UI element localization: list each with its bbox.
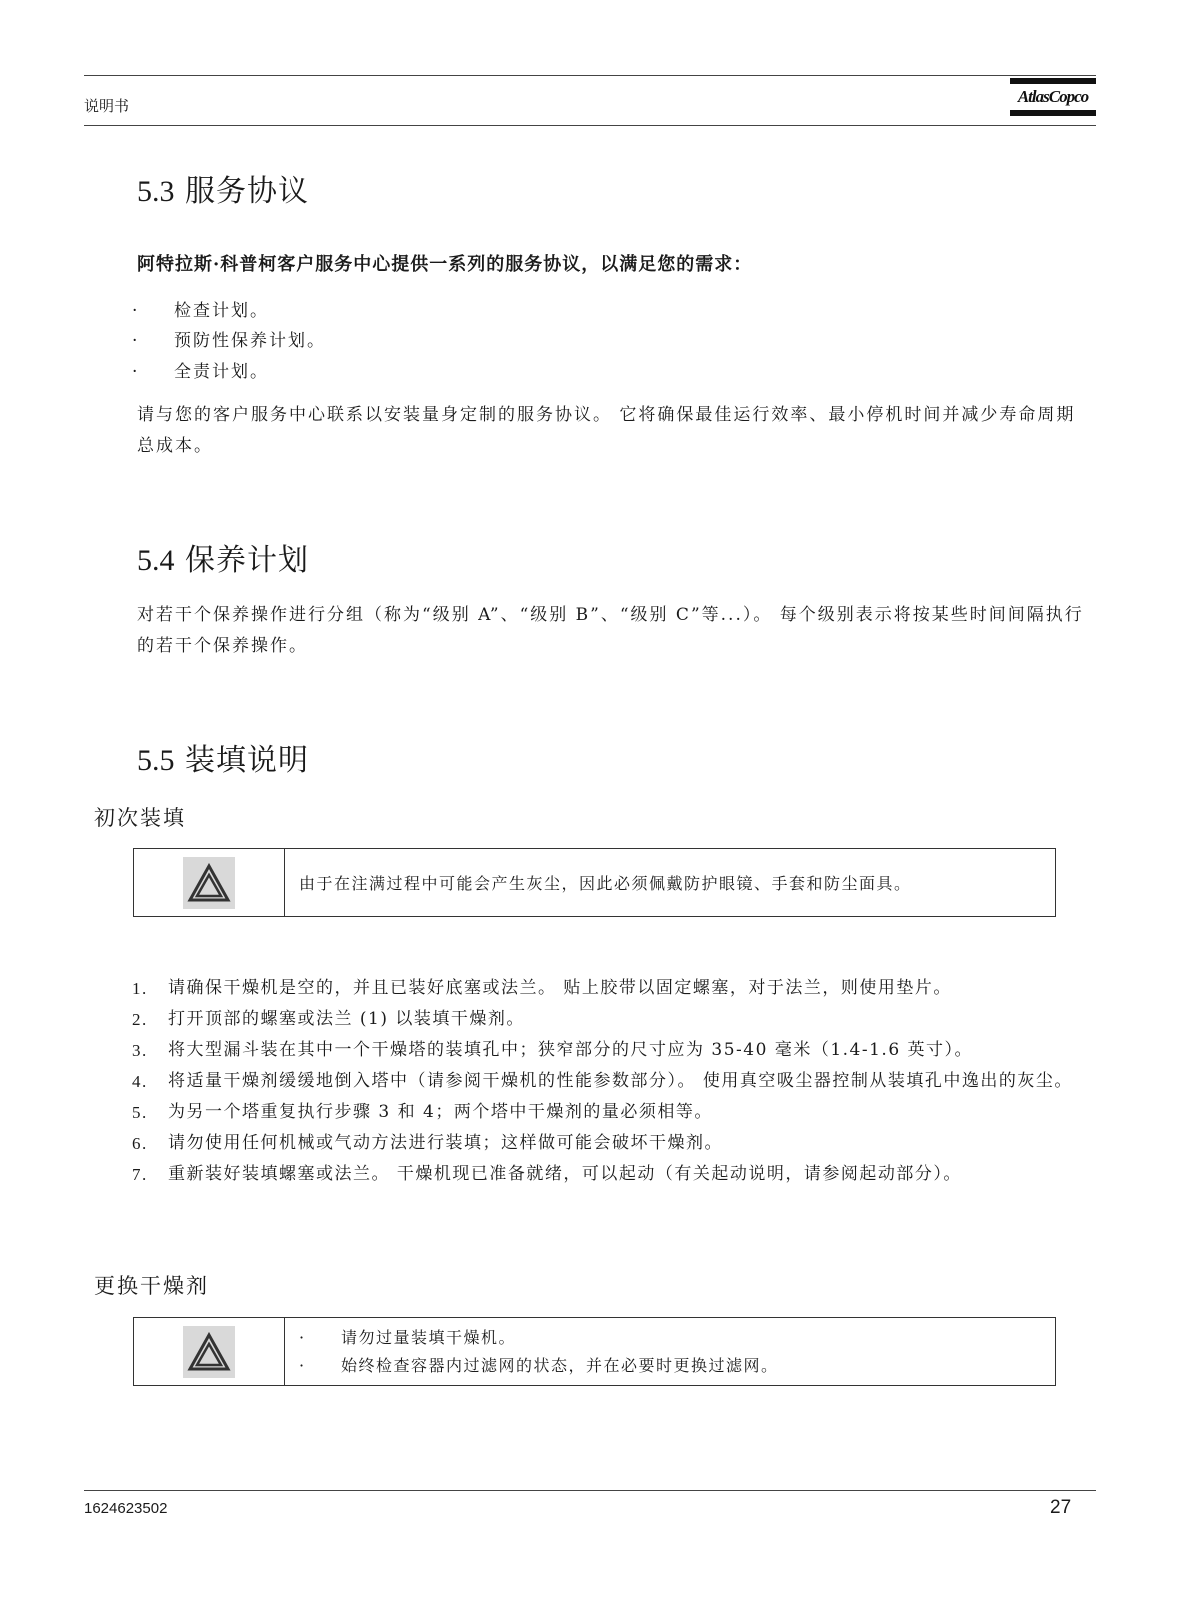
logo-bar-top — [1010, 78, 1096, 84]
list-item — [132, 1066, 1092, 1097]
section-5-3-heading — [137, 166, 309, 210]
warning-triangle-icon — [183, 857, 235, 909]
bullet-dot: · — [299, 1355, 306, 1375]
bullet-dot: · — [132, 362, 140, 382]
step-text: 请确保干燥机是空的，并且已装好底塞或法兰。 贴上胶带以固定螺塞，对于法兰，则使用垫片。 — [168, 978, 952, 998]
step-number: 3. — [132, 1041, 148, 1060]
list-item — [132, 1159, 1092, 1190]
warning-triangle-icon — [183, 1326, 235, 1378]
list-item — [132, 1097, 1092, 1128]
warning-bullet — [299, 1352, 1055, 1380]
warning-box-dust — [133, 848, 1056, 917]
step-text: 请勿使用任何机械或气动方法进行装填；这样做可能会破坏干燥剂。 — [168, 1133, 723, 1153]
bullet-item — [132, 296, 269, 321]
section-title: 装填说明 — [185, 743, 310, 778]
subheading-replace-desiccant: 更换干燥剂 — [94, 1274, 209, 1298]
list-item — [132, 1004, 1092, 1035]
bullet-dot: · — [299, 1327, 306, 1347]
maintenance-body: 对若干个保养操作进行分组（称为“级别 A”、“级别 B”、“级别 C”等...）。 每个级别表示将按某些时间间隔执行的若干个保养操作。 — [137, 605, 1084, 656]
bullet-item — [132, 326, 326, 351]
warning-text-cell — [285, 849, 1055, 916]
section-number: 5.3 — [137, 175, 175, 208]
list-item — [132, 1128, 1092, 1159]
atlas-copco-logo — [1010, 78, 1096, 116]
warning-text: 由于在注满过程中可能会产生灰尘，因此必须佩戴防护眼镜、手套和防尘面具。 — [299, 874, 912, 893]
warning-icon-cell — [134, 849, 285, 916]
bullet-text: 预防性保养计划。 — [174, 331, 326, 351]
logo-text: AtlasCopco — [1017, 87, 1089, 106]
section-number: 5.5 — [137, 744, 175, 777]
header-rule-bottom — [84, 125, 1096, 126]
section-title: 保养计划 — [185, 543, 310, 578]
bullet-dot: · — [132, 301, 140, 321]
step-number: 4. — [132, 1072, 148, 1091]
logo-bar-bottom — [1010, 110, 1096, 116]
page-number: 27 — [1050, 1497, 1072, 1518]
header-rule-top — [84, 75, 1096, 76]
bullet-dot: · — [132, 331, 140, 351]
footer-rule — [84, 1490, 1096, 1491]
step-text: 为另一个塔重复执行步骤 3 和 4；两个塔中干燥剂的量必须相等。 — [168, 1102, 713, 1122]
list-item — [132, 973, 1092, 1004]
warning-text: 始终检查容器内过滤网的状态，并在必要时更换过滤网。 — [341, 1355, 779, 1375]
header-title: 说明书 — [84, 97, 130, 115]
list-item — [132, 1035, 1092, 1066]
bullet-text: 检查计划。 — [174, 301, 269, 321]
bullet-item — [132, 357, 269, 382]
step-number: 6. — [132, 1134, 148, 1153]
section-5-5-heading — [137, 735, 309, 779]
section-5-4-heading — [137, 535, 309, 579]
document-number: 1624623502 — [84, 1500, 168, 1517]
section-title: 服务协议 — [185, 174, 310, 209]
step-number: 7. — [132, 1165, 148, 1184]
warning-bullet — [299, 1324, 1055, 1352]
service-intro: 阿特拉斯·科普柯客户服务中心提供一系列的服务协议，以满足您的需求： — [137, 254, 753, 275]
warning-text-cell — [285, 1318, 1055, 1385]
section-number: 5.4 — [137, 544, 175, 577]
step-text: 将适量干燥剂缓缓地倒入塔中（请参阅干燥机的性能参数部分）。 使用真空吸尘器控制从装填孔中逸出的灰尘。 — [168, 1071, 1073, 1091]
warning-box-overfill — [133, 1317, 1056, 1386]
subheading-initial-filling: 初次装填 — [94, 806, 186, 830]
bullet-text: 全责计划。 — [174, 362, 269, 382]
step-text: 将大型漏斗装在其中一个干燥塔的装填孔中；狭窄部分的尺寸应为 35-40 毫米（1.4-1.6 英寸）。 — [168, 1040, 974, 1060]
warning-icon-cell — [134, 1318, 285, 1385]
service-body: 请与您的客户服务中心联系以安装量身定制的服务协议。 它将确保最佳运行效率、最小停机时间并减少寿命周期总成本。 — [137, 405, 1076, 456]
step-number: 2. — [132, 1010, 148, 1029]
step-text: 重新装好装填螺塞或法兰。 干燥机现已准备就绪，可以起动（有关起动说明，请参阅起动部分）。 — [168, 1164, 962, 1184]
step-number: 5. — [132, 1103, 148, 1122]
step-text: 打开顶部的螺塞或法兰 (1) 以装填干燥剂。 — [168, 1009, 525, 1029]
step-number: 1. — [132, 979, 148, 998]
warning-text: 请勿过量装填干燥机。 — [341, 1327, 517, 1347]
filling-steps-list — [132, 973, 1092, 1190]
